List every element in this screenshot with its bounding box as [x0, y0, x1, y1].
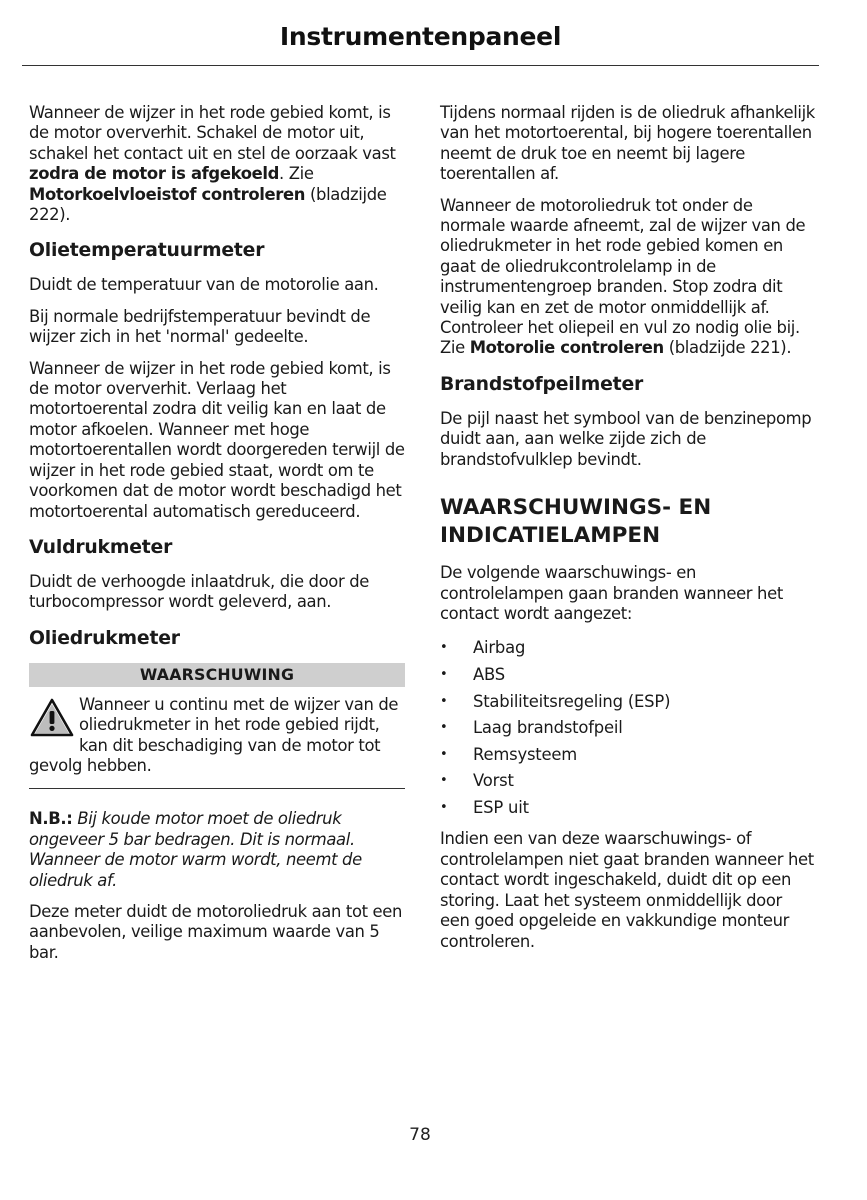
fuel-gauge-desc: De pijl naast het symbool van de benzinepomp duidt aan, aan welke zijde zich de brandstofvulklep bevindt. [440, 408, 812, 469]
coolant-page-ref: (bladzijde 222). [29, 184, 387, 225]
bullet-icon: • [440, 746, 448, 762]
bullet-icon: • [440, 773, 448, 789]
left-column [29, 103, 405, 974]
boost-gauge-desc: Duidt de verhoogde inlaatdruk, die door de turbocompressor wordt geleverd, aan. [29, 571, 369, 612]
right-column [440, 103, 816, 963]
warning-lamps-heading-line1: WAARSCHUWINGS- EN [440, 495, 712, 521]
page-title: Instrumentenpaneel [279, 22, 562, 51]
lamps-list [440, 635, 816, 821]
lamp-label: Vorst [473, 771, 514, 791]
lamp-label: Laag brandstofpeil [473, 718, 623, 738]
oil-temp-desc: Duidt de temperatuur van de motorolie aan. [29, 275, 379, 295]
bullet-icon: • [440, 693, 448, 709]
list-item [440, 715, 816, 742]
oil-temp-overheat: Wanneer de wijzer in het rode gebied komt, is de motor oververhit. Verlaag het motortoerental zodra dit veilig kan en laat de motor afkoelen. Wanneer met hoge motortoerentallen wordt doorgereden terwijl de wijzer in het rode gebied staat, wordt om te voorkomen dat de motor wordt beschadigd het motortoerental automatisch gereduceerd. [29, 358, 405, 521]
list-item [440, 689, 816, 716]
list-item [440, 795, 816, 822]
bullet-icon: • [440, 666, 448, 682]
oil-pressure-normal-driving: Tijdens normaal rijden is de oliedruk afhankelijk van het motortoerental, bij hogere toerentallen neemt de druk toe en neemt bij lagere toerentallen af. [440, 103, 815, 184]
title-divider [22, 65, 819, 66]
lamps-intro: De volgende waarschuwings- en controlelampen gaan branden wanneer het contact wordt aangezet: [440, 563, 783, 623]
note-label: N.B.: [29, 809, 73, 829]
list-item [440, 635, 816, 662]
overheat-text: Wanneer de wijzer in het rode gebied komt, is de motor oververhit. Schakel de motor uit, schakel het contact uit en stel de oorzaak vast [29, 103, 396, 163]
bullet-icon: • [440, 799, 448, 815]
list-item [440, 662, 816, 689]
oil-pressure-desc: Deze meter duidt de motoroliedruk aan tot een aanbevolen, veilige maximum waarde van 5 bar. [29, 901, 403, 962]
oil-pressure-heading: Oliedrukmeter [29, 627, 180, 649]
boost-gauge-heading: Vuldrukmeter [29, 536, 173, 558]
engine-oil-reference: Motorolie controleren [469, 338, 664, 358]
lamps-outro: Indien een van deze waarschuwings- of controlelampen niet gaat branden wanneer het contact wordt ingeschakeld, duidt dit op een storing. Laat het systeem onmiddellijk door een goed opgeleide en vakkundige monteur controleren. [440, 829, 814, 951]
list-item [440, 742, 816, 769]
warning-lamps-heading [440, 494, 816, 550]
lamp-label: Airbag [473, 638, 526, 658]
oil-pressure-low-paragraph [440, 196, 816, 359]
page-number: 78 [409, 1125, 431, 1145]
overheat-see: . Zie [279, 164, 314, 184]
lamp-label: ESP uit [473, 797, 529, 817]
warning-text: Wanneer u continu met de wijzer van de oliedrukmeter in het rode gebied rijdt, kan dit beschadiging van de motor tot gevolg hebben. [29, 694, 399, 775]
bullet-icon: • [440, 720, 448, 736]
oil-temp-normal: Bij normale bedrijfstemperatuur bevindt de wijzer zich in het 'normal' gedeelte. [29, 306, 371, 347]
lamp-label: Stabiliteitsregeling (ESP) [473, 691, 671, 711]
warning-lamps-heading-line2: INDICATIELAMPEN [440, 523, 661, 549]
fuel-gauge-heading: Brandstofpeilmeter [440, 373, 644, 395]
bullet-icon: • [440, 640, 448, 656]
warning-box [29, 695, 405, 777]
overheat-emphasis: zodra de motor is afgekoeld [29, 164, 280, 184]
oil-pressure-low-text: Wanneer de motoroliedruk tot onder de normale waarde afneemt, zal de wijzer van de oliedrukmeter in het rode gebied komen en gaat de oliedrukcontrolelamp in de instrumentengroep branden. Stop zodra dit veilig kan en zet de motor onmiddellijk af. Controleer het oliepeil en vul zo nodig olie bij. Zie [440, 195, 806, 358]
warning-divider [29, 788, 405, 789]
oil-temp-heading: Olietemperatuurmeter [29, 240, 265, 262]
engine-oil-page-ref: (bladzijde 221). [663, 338, 792, 358]
note-paragraph [29, 809, 405, 891]
list-item [440, 768, 816, 795]
lamp-label: ABS [473, 664, 505, 684]
warning-triangle-icon [29, 697, 75, 739]
coolant-reference: Motorkoelvloeistof controleren [29, 184, 306, 204]
lamp-label: Remsysteem [473, 744, 578, 764]
overheat-paragraph [29, 103, 405, 225]
note-text: Bij koude motor moet de oliedruk ongeveer 5 bar bedragen. Dit is normaal. Wanneer de motor warm wordt, neemt de oliedruk af. [29, 809, 362, 890]
warning-heading: WAARSCHUWING [29, 663, 405, 687]
